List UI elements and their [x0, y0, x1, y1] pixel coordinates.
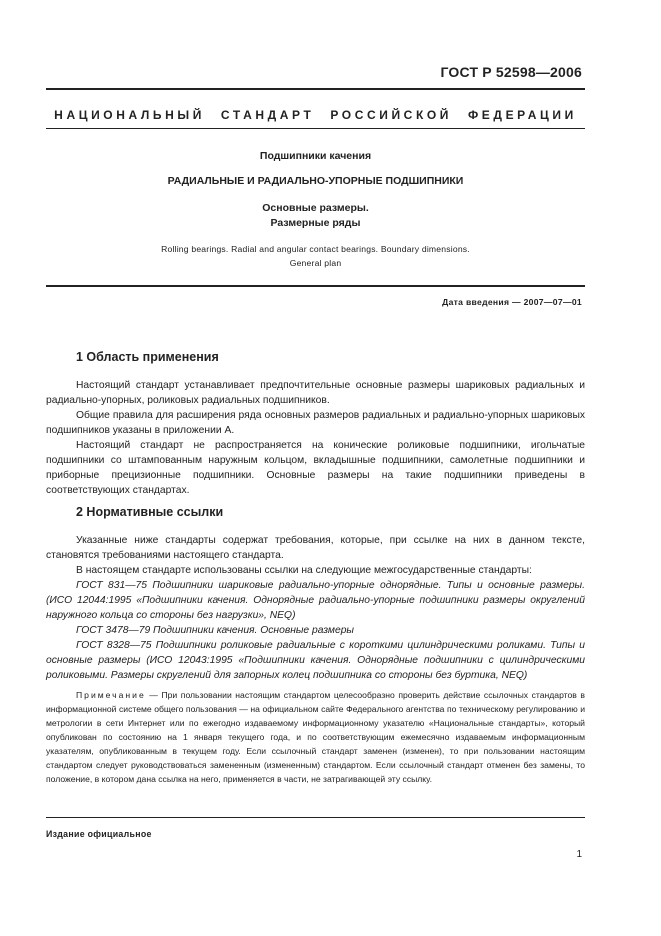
english-title-line-2: General plan — [289, 258, 342, 268]
paragraph: Общие правила для расширения ряда основных размеров радиальных и радиально-упорных шариковых подшипников указаны в приложении А. — [46, 410, 585, 436]
paragraph: Указанные ниже стандарты содержат требования, которые, при ссылке на них в данном тексте, становятся требованиями настоящего стандарта. — [46, 535, 585, 561]
reference-item: ГОСТ 8328—75 Подшипники роликовые радиальные с короткими цилиндрическими роликами. Типы и основные размеры (ИСО 12043:1995 «Подшипники качения. Однорядные подшипники с цилиндрическими роликовыми. Размеры скруглений для запорных колец подшипника со стороны без буртика, NEQ) — [46, 640, 585, 681]
paragraph: В настоящем стандарте использованы ссылки на следующие межгосударственные стандарты: — [76, 565, 532, 576]
english-title-line-1: Rolling bearings. Radial and angular contact bearings. Boundary dimensions. — [161, 244, 470, 254]
document-number: ГОСТ Р 52598—2006 — [440, 64, 582, 80]
paragraph: Настоящий стандарт устанавливает предпочтительные основные размеры шариковых радиальных и радиально-упорных, роликовых радиальных подшипников. — [46, 380, 585, 406]
title-main: РАДИАЛЬНЫЕ И РАДИАЛЬНО-УПОРНЫЕ ПОДШИПНИКИ — [167, 175, 464, 187]
note-block — [46, 688, 585, 786]
header-rule — [46, 88, 585, 90]
paragraph: Настоящий стандарт не распространяется на конические роликовые подшипники, игольчатые подшипники со штампованным наружным кольцом, вкладышные подшипники, самолетные подшипники и приборные прецизионные подшипники. Основные размеры на такие подшипники приведены в соответствующих стандартах. — [46, 440, 585, 496]
section-2-body — [46, 533, 585, 683]
reference-item: ГОСТ 3478—79 Подшипники качения. Основные размеры — [76, 625, 355, 636]
english-title — [46, 242, 585, 270]
footer-rule — [46, 817, 585, 818]
subtitle-line-1: Основные размеры. — [262, 202, 369, 214]
section-2-heading: 2 Нормативные ссылки — [76, 505, 224, 519]
banner-rule — [46, 128, 585, 129]
title-rule — [46, 285, 585, 287]
section-1-body — [46, 378, 585, 498]
title-subtitle — [46, 201, 585, 231]
introduction-date: Дата введения — 2007—07—01 — [442, 297, 582, 307]
title-group: Подшипники качения — [259, 150, 372, 162]
section-1-heading: 1 Область применения — [76, 350, 219, 364]
note-text: — При пользовании настоящим стандартом целесообразно проверить действие ссылочных стандартов в информационной системе общего пользования — на официальном сайте Федерального агентства по техническому регулированию и метрологии в сети Интернет или по ежегодно издаваемому информационному указателю «Национальные стандарты», который опубликован по состоянию на 1 января текущего года, и по соответствующим ежемесячно издаваемым информационным указателям, опубликованным в текущем году. Если ссылочный стандарт заменен (изменен), то при пользовании настоящим стандартом следует руководствоваться замененным (измененным) стандартом. Если ссылочный стандарт отменен без замены, то положение, в котором дана ссылка на него, применяется в части, не затрагивающей эту ссылку. — [46, 690, 585, 784]
note-label: Примечание — [76, 690, 146, 700]
reference-item: ГОСТ 831—75 Подшипники шариковые радиально-упорные однорядные. Типы и основные размеры. (ИСО 12044:1995 «Подшипники качения. Однорядные радиально-упорные подшипники размеры округлений наружного кольца со стороны без нагрузки», NEQ) — [46, 580, 585, 621]
official-edition-label: Издание официальное — [46, 829, 152, 839]
page-number: 1 — [576, 849, 582, 860]
national-standard-banner: НАЦИОНАЛЬНЫЙ СТАНДАРТ РОССИЙСКОЙ ФЕДЕРАЦИИ — [54, 108, 577, 122]
subtitle-line-2: Размерные ряды — [270, 217, 361, 229]
